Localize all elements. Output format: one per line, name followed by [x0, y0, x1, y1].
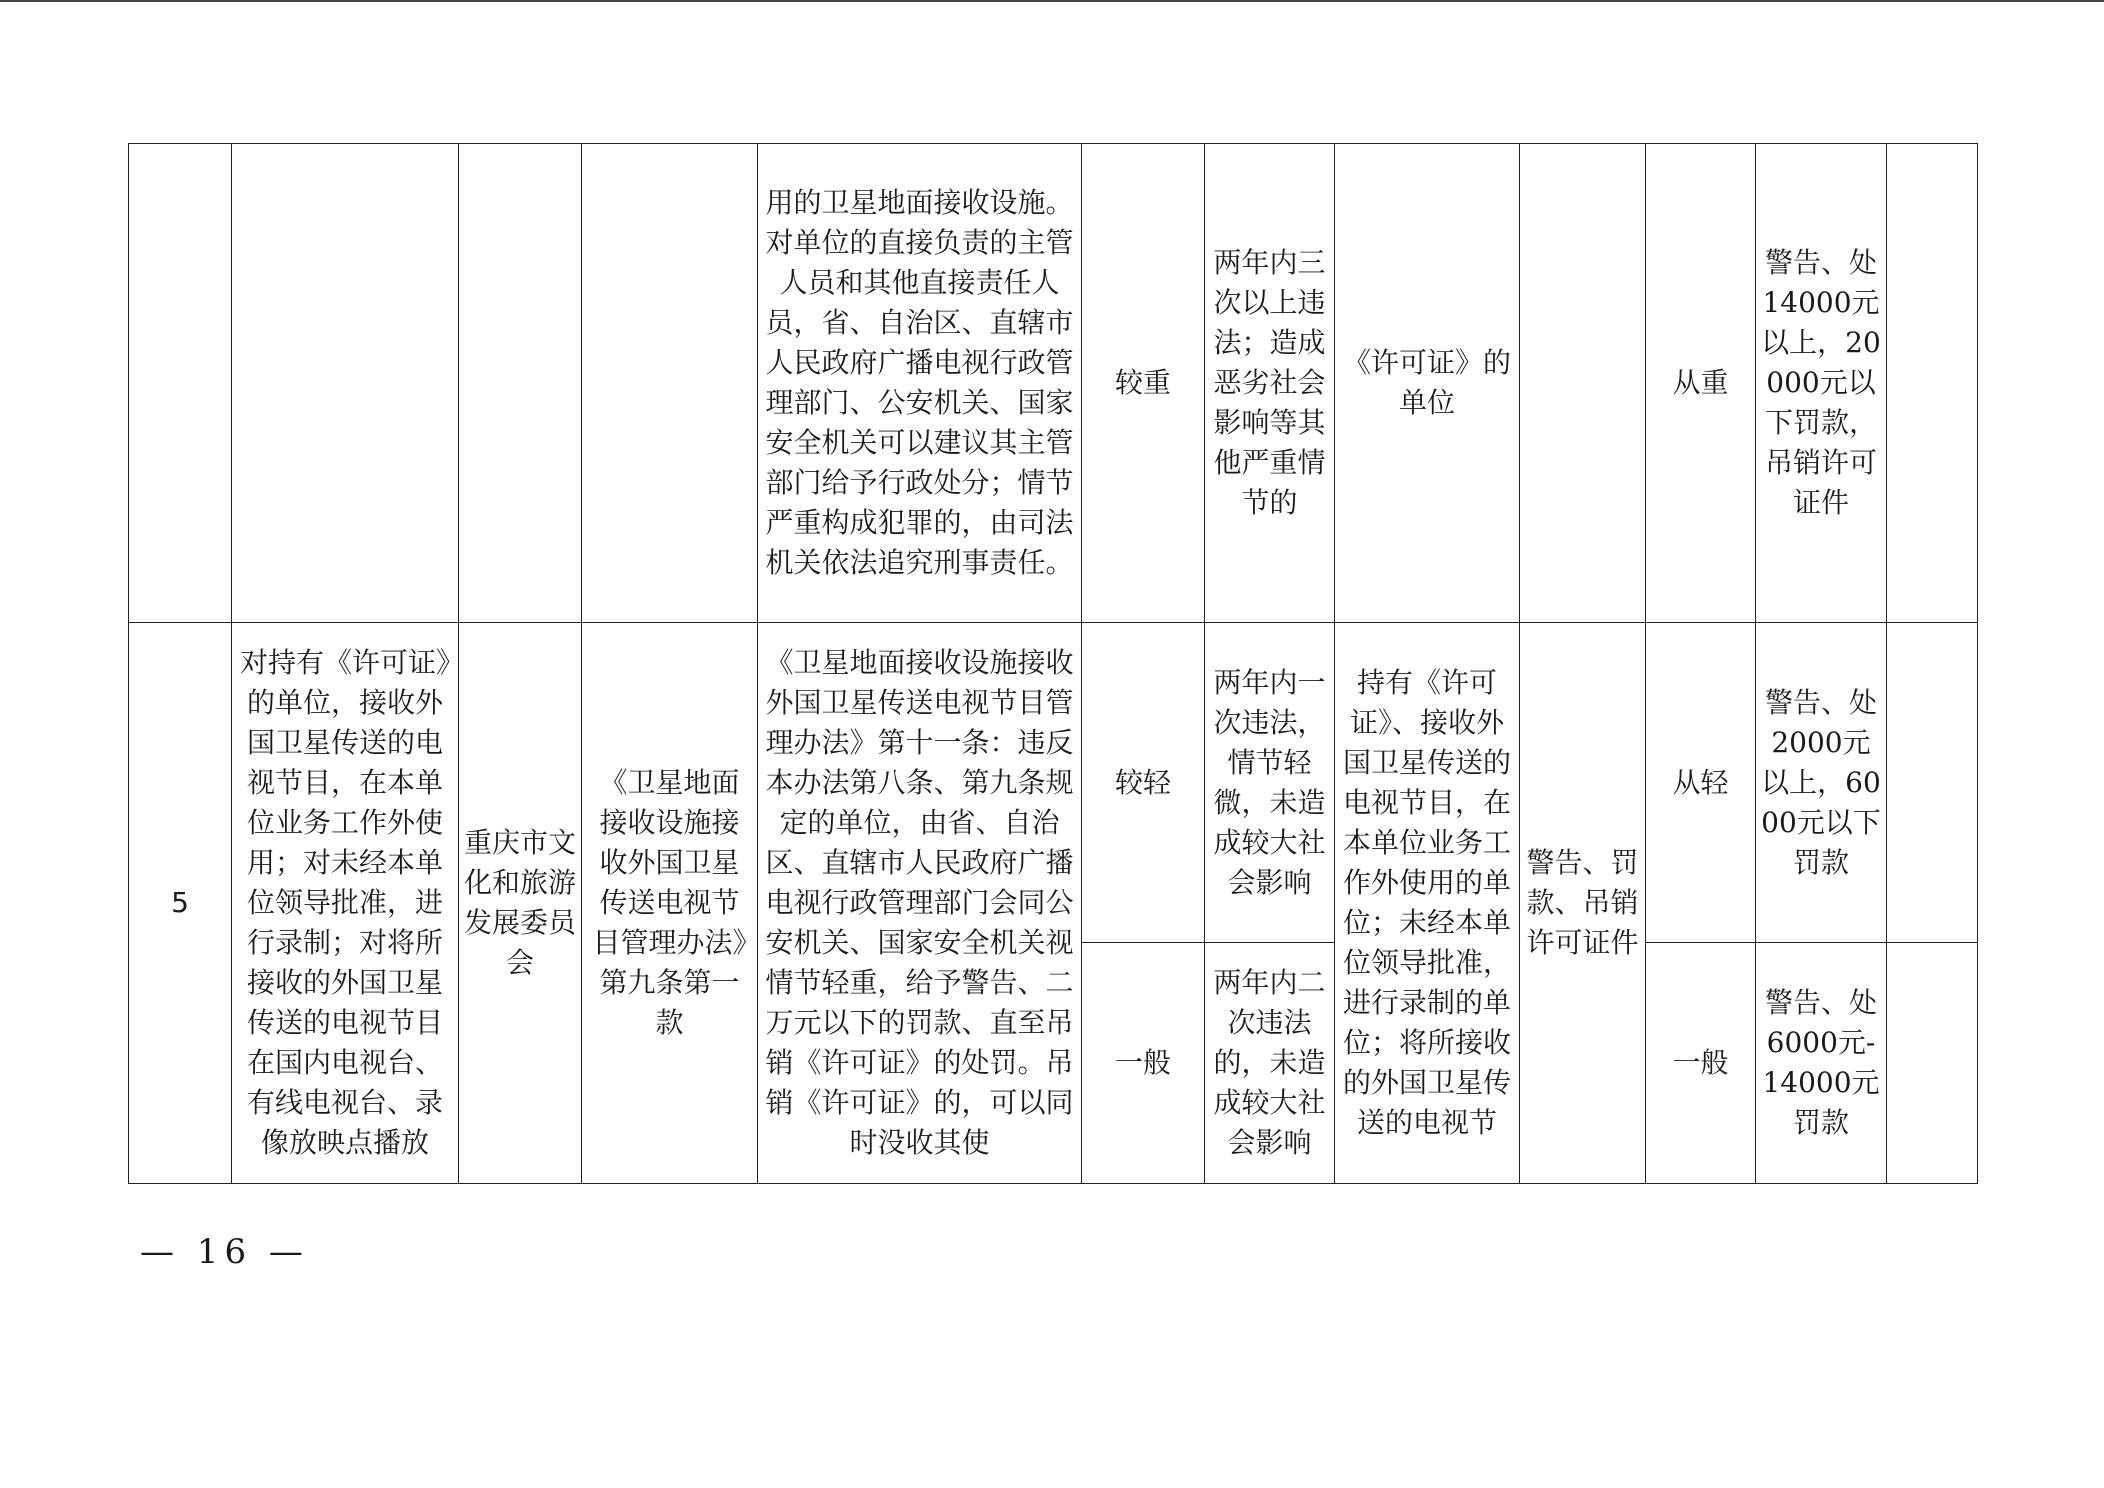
subject-text: 《许可证》的单位	[1342, 346, 1511, 419]
cell-circumstance	[1205, 623, 1335, 943]
cell-subject	[1335, 144, 1520, 623]
penalty-standard-text: 警告、处14000元以上，20000元以下罚款，吊销许可证件	[1761, 246, 1881, 519]
table-row-item5-light	[129, 623, 1978, 943]
index-text: 5	[171, 886, 189, 919]
cell-penalty-standard	[1756, 623, 1887, 943]
penalty-standard-text: 警告、处6000元-14000元罚款	[1762, 986, 1880, 1139]
circumstance-text: 两年内二次违法的，未造成较大社会影响	[1213, 966, 1326, 1159]
violation-text: 对持有《许可证》的单位，接收外国卫星传送的电视节目，在本单位业务工作外使用；对未经本单位领导批准，进行录制；对将所接收的外国卫星传送的电视节目在国内电视台、有线电视台、录像放映点播放	[239, 646, 450, 1159]
cell-violation	[232, 144, 459, 623]
cell-circumstance	[1205, 943, 1335, 1184]
penalty-type-text: 警告、罚款、吊销许可证件	[1526, 846, 1639, 959]
cell-subject	[1335, 623, 1520, 1184]
subject-text: 持有《许可证》、接收外国卫星传送的电视节目，在本单位业务工作外使用的单位；未经本单位领导批准，进行录制的单位；将所接收的外国卫星传送的电视节	[1342, 666, 1511, 1139]
cell-authority	[459, 623, 582, 1184]
cell-legal-basis	[582, 144, 758, 623]
cell-penalty-standard	[1756, 144, 1887, 623]
table-row-continuation	[129, 144, 1978, 623]
cell-legal-basis	[582, 623, 758, 1184]
cell-index	[129, 144, 232, 623]
penalty-discretion-table	[128, 143, 1978, 1184]
cell-provision	[758, 144, 1082, 623]
provision-text: 《卫星地面接收设施接收外国卫星传送电视节目管理办法》第十一条：违反本办法第八条、第九条规定的单位，由省、自治区、直辖市人民政府广播电视行政管理部门会同公安机关、国家安全机关视情节轻重，给予警告、二万元以下的罚款、直至吊销《许可证》的处罚。吊销《许可证》的，可以同时没收其使	[765, 646, 1074, 1159]
circumstance-text: 两年内一次违法，情节轻微，未造成较大社会影响	[1213, 665, 1326, 899]
cell-remarks	[1887, 943, 1978, 1184]
provision-text: 用的卫星地面接收设施。对单位的直接负责的主管人员和其他直接责任人员，省、自治区、直辖市人民政府广播电视行政管理部门、公安机关、国家安全机关可以建议其主管部门给予行政处分；情节严重构成犯罪的，由司法机关依法追究刑事责任。	[765, 186, 1074, 579]
page-number: — 16 —	[140, 1232, 309, 1272]
cell-discretion	[1646, 623, 1756, 943]
penalty-standard-text: 警告、处2000元以上，6000元以下罚款	[1761, 685, 1881, 879]
cell-circumstance	[1205, 144, 1335, 623]
circumstance-text: 两年内三次以上违法；造成恶劣社会影响等其他严重情节的	[1213, 246, 1326, 519]
cell-penalty-type	[1520, 623, 1646, 1184]
authority-text: 重庆市文化和旅游发展委员会	[463, 826, 576, 979]
discretion-text: 从轻	[1672, 765, 1729, 799]
cell-penalty-type	[1520, 144, 1646, 623]
discretion-text: 从重	[1672, 366, 1729, 399]
cell-discretion	[1646, 943, 1756, 1184]
cell-index	[129, 623, 232, 1184]
top-border-line	[0, 0, 2104, 2]
level-text: 一般	[1114, 1046, 1171, 1079]
cell-discretion	[1646, 144, 1756, 623]
cell-remarks	[1887, 623, 1978, 943]
cell-provision	[758, 623, 1082, 1184]
cell-remarks	[1887, 144, 1978, 623]
cell-authority	[459, 144, 582, 623]
cell-level	[1082, 623, 1205, 943]
cell-penalty-standard	[1756, 943, 1887, 1184]
cell-level	[1082, 943, 1205, 1184]
cell-violation	[232, 623, 459, 1184]
legal-basis-text: 《卫星地面接收设施接收外国卫星传送电视节目管理办法》第九条第一款	[592, 766, 747, 1039]
level-text: 较轻	[1114, 765, 1171, 799]
level-text: 较重	[1114, 366, 1171, 399]
cell-level	[1082, 144, 1205, 623]
discretion-text: 一般	[1672, 1046, 1729, 1079]
